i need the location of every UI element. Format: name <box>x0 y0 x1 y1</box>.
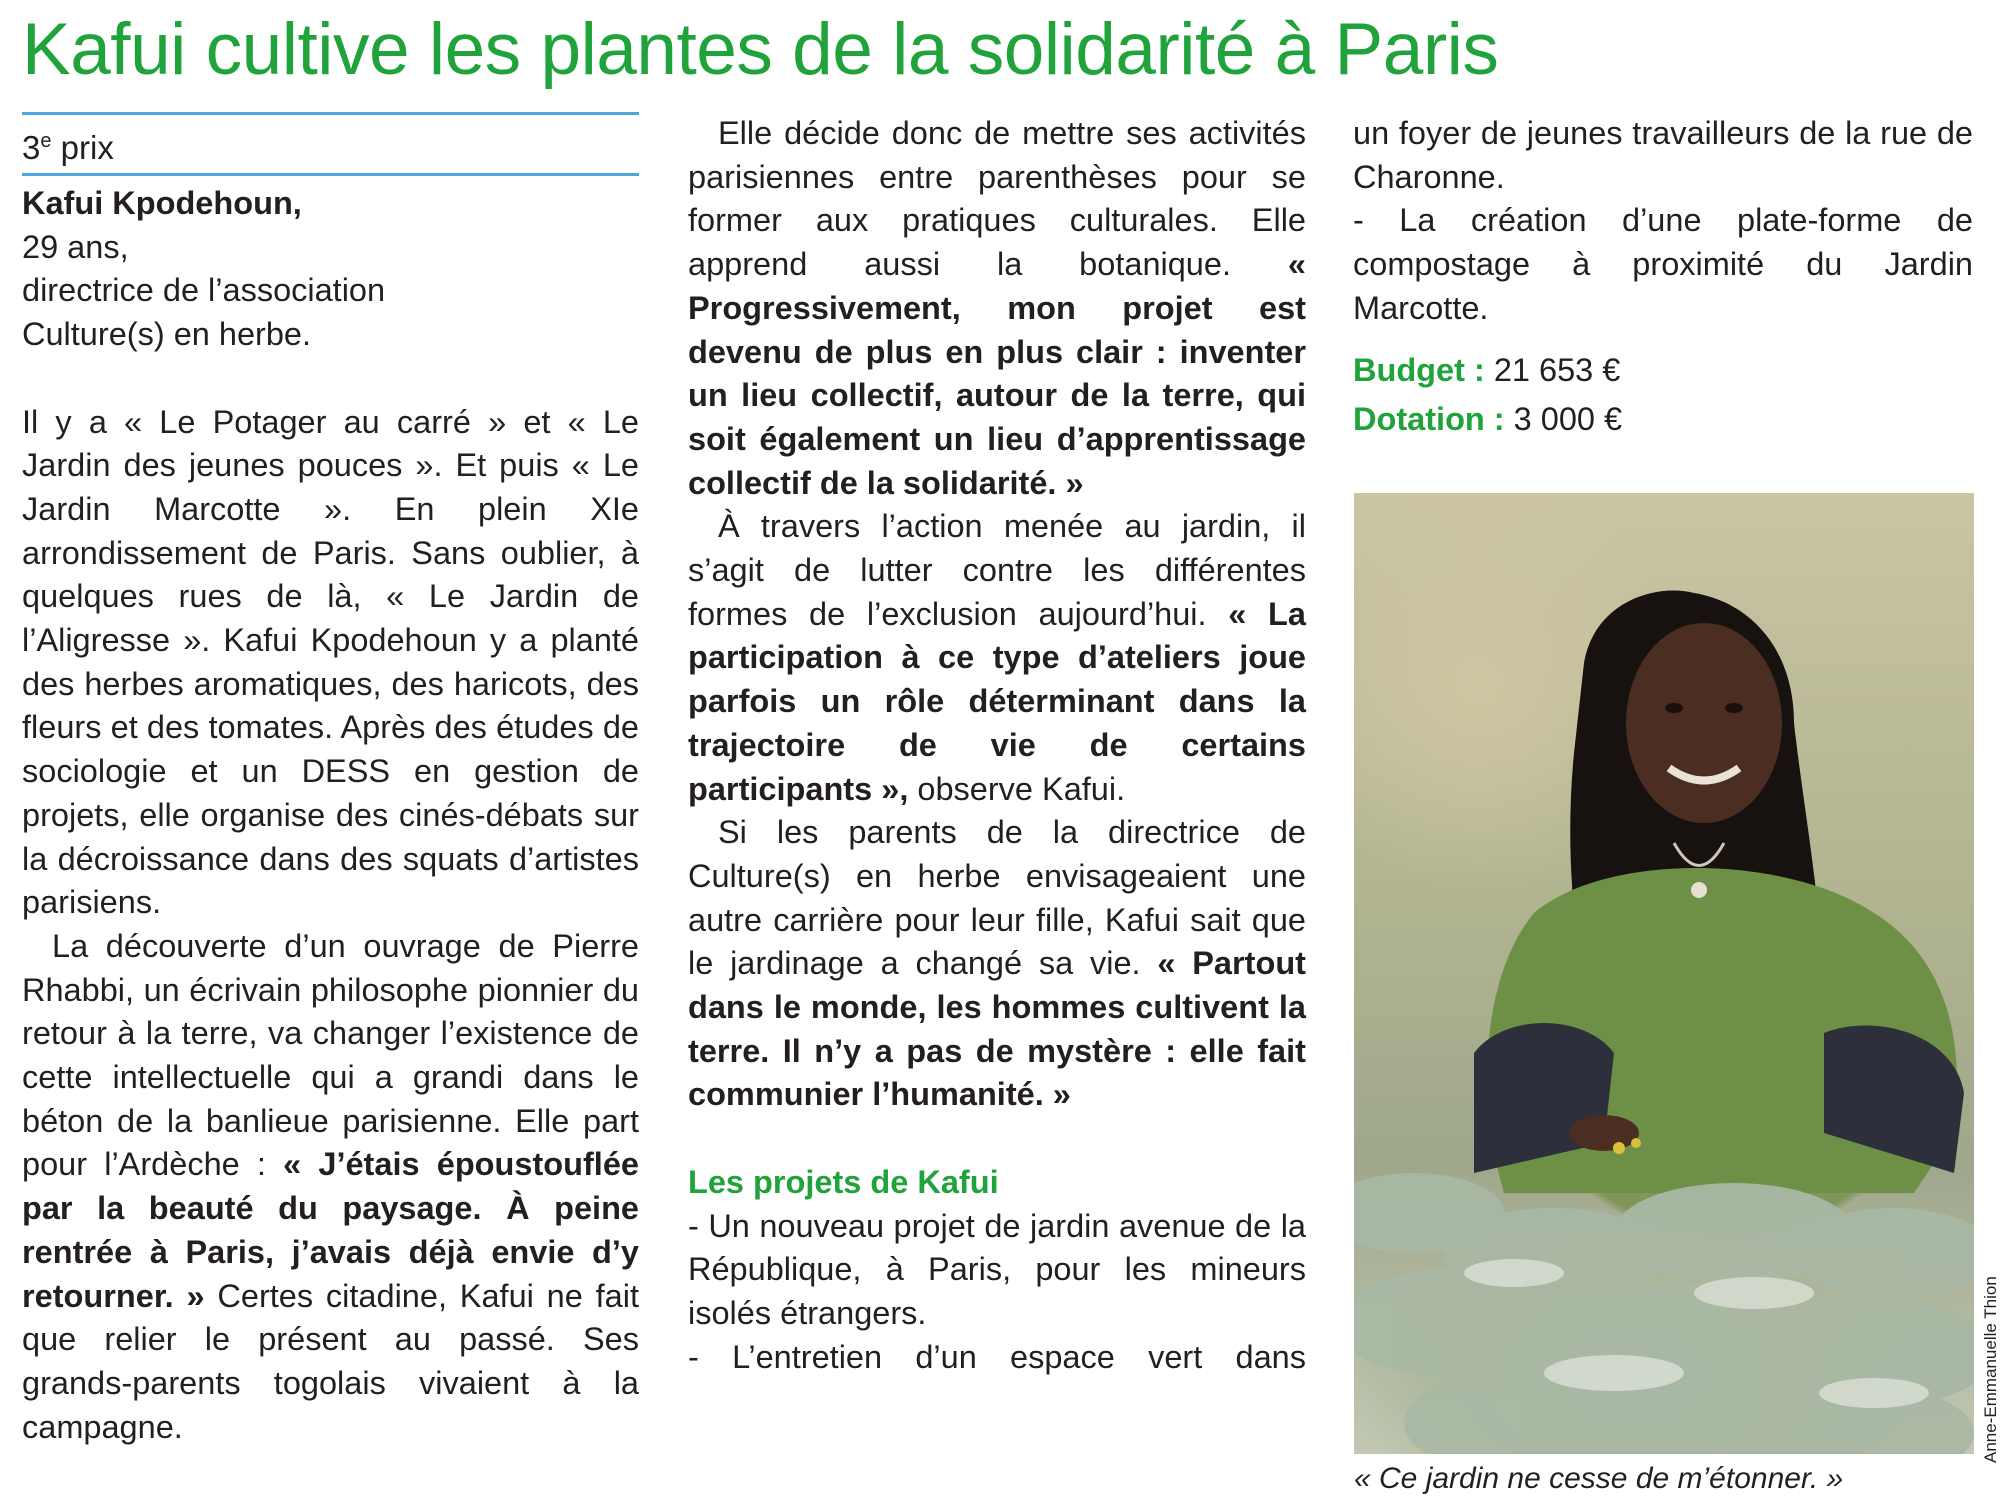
project-item-1: - Un nouveau projet de jardin avenue de la République, à Paris, pour les mineurs isolés étrangers. <box>688 1207 1306 1331</box>
project-item-3: - La création d’une plate-forme de compostage à proximité du Jardin Marcotte. <box>1353 202 1973 326</box>
projects-heading: Les projets de Kafui <box>688 1163 999 1200</box>
paragraph-5 <box>688 811 1306 1117</box>
paragraph-5-quote: « Partout dans le monde, les hommes cultivent la terre. Il n’y a pas de mystère : elle fait communier l’humanité. » <box>688 945 1306 1113</box>
paragraph-2 <box>22 925 639 1449</box>
paragraph-2-tail: Certes citadine, Kafui ne fait que relier le présent au passé. Ses grands-parents togolais vivaient à la campagne. <box>22 1277 639 1445</box>
prize-word: prix <box>60 129 114 166</box>
paragraph-4 <box>688 505 1306 811</box>
budget-line <box>1353 349 1973 393</box>
laureate-org: Culture(s) en herbe. <box>22 316 312 353</box>
column-1 <box>22 112 639 1449</box>
paragraph-4-text: À travers l’action menée au jardin, il s’agit de lutter contre les différentes formes de l’exclusion aujourd’hui. <box>688 508 1306 632</box>
prize-rule-bottom <box>22 173 639 176</box>
paragraph-2-quote: « J’étais époustouflée par la beauté du paysage. À peine rentrée à Paris, j’avais déjà envie d’y retourner. » <box>22 1146 639 1314</box>
laureate-name: Kafui Kpodehoun, <box>22 185 302 221</box>
portrait-photo <box>1354 493 1974 1454</box>
project-item-2-start: - L’entretien d’un espace vert dans <box>688 1338 1306 1375</box>
prize-suffix: e <box>40 130 52 152</box>
column-2 <box>688 112 1306 1379</box>
paragraph-1: Il y a « Le Potager au carré » et « Le Jardin des jeunes pouces ». Et puis « Le Jardin Marcotte ». En plein XIe arrondissement de Paris. Sans oublier, à quelques rues de là, « Le Jardin de l’Aligresse ». Kafui Kpodehoun y a planté des herbes aromatiques, des haricots, des fleurs et des tomates. Après des études de sociologie et un DESS en gestion de projets, elle organise des cinés-débats sur la décroissance dans des squats d’artistes parisiens. <box>22 403 639 921</box>
spacer <box>22 357 639 401</box>
project-item-2-continued: un foyer de jeunes travailleurs de la rue de Charonne. <box>1353 115 1973 195</box>
paragraph-3-text: Elle décide donc de mettre ses activités parisiennes entre parenthèses pour se former aux pratiques culturales. Elle apprend aussi la botanique. <box>688 115 1306 283</box>
photo-illustration <box>1354 493 1974 1454</box>
prize-rank: 3 <box>22 129 41 166</box>
paragraph-5-text: Si les parents de la directrice de Culture(s) en herbe envisageaient une autre carrière pour leur fille, Kafui sait que le jardinage a changé sa vie. <box>688 814 1306 982</box>
dotation-label: Dotation : <box>1353 401 1505 438</box>
photo-caption: « Ce jardin ne cesse de m’étonner. » <box>1354 1462 1844 1495</box>
budget-label: Budget : <box>1353 351 1485 388</box>
laureate-age: 29 ans, <box>22 228 129 265</box>
spacer <box>688 1117 1306 1161</box>
dotation-line <box>1353 398 1973 442</box>
paragraph-4-quote: « La participation à ce type d’ateliers joue parfois un rôle déterminant dans la trajectoire de vie de certains participants », <box>688 595 1306 807</box>
paragraph-2-text: La découverte d’un ouvrage de Pierre Rhabbi, un écrivain philosophe pionnier du retour à la terre, va changer l’existence de cette intellectuelle qui a grandi dans le béton de la banlieue parisienne. Elle part pour l’Ardèche : <box>22 927 639 1183</box>
article-title: Kafui cultive les plantes de la solidarité à Paris <box>22 9 1499 90</box>
prize-label <box>22 115 639 173</box>
paragraph-3-quote: « Progressivement, mon projet est devenu de plus en plus clair : inventer un lieu collectif, autour de la terre, qui soit également un lieu d’apprentissage collectif de la solidarité. » <box>688 246 1306 501</box>
dotation-value: 3 000 € <box>1513 401 1623 438</box>
column-3 <box>1353 112 1973 442</box>
laureate-role: directrice de l’association <box>22 272 386 309</box>
budget-value: 21 653 € <box>1493 351 1621 388</box>
paragraph-3 <box>688 112 1306 505</box>
paragraph-4-tail: observe Kafui. <box>917 770 1126 807</box>
project-item-2 <box>688 1336 1306 1380</box>
photo-credit: Anne-Emmanuelle Thion <box>1981 1276 2000 1463</box>
